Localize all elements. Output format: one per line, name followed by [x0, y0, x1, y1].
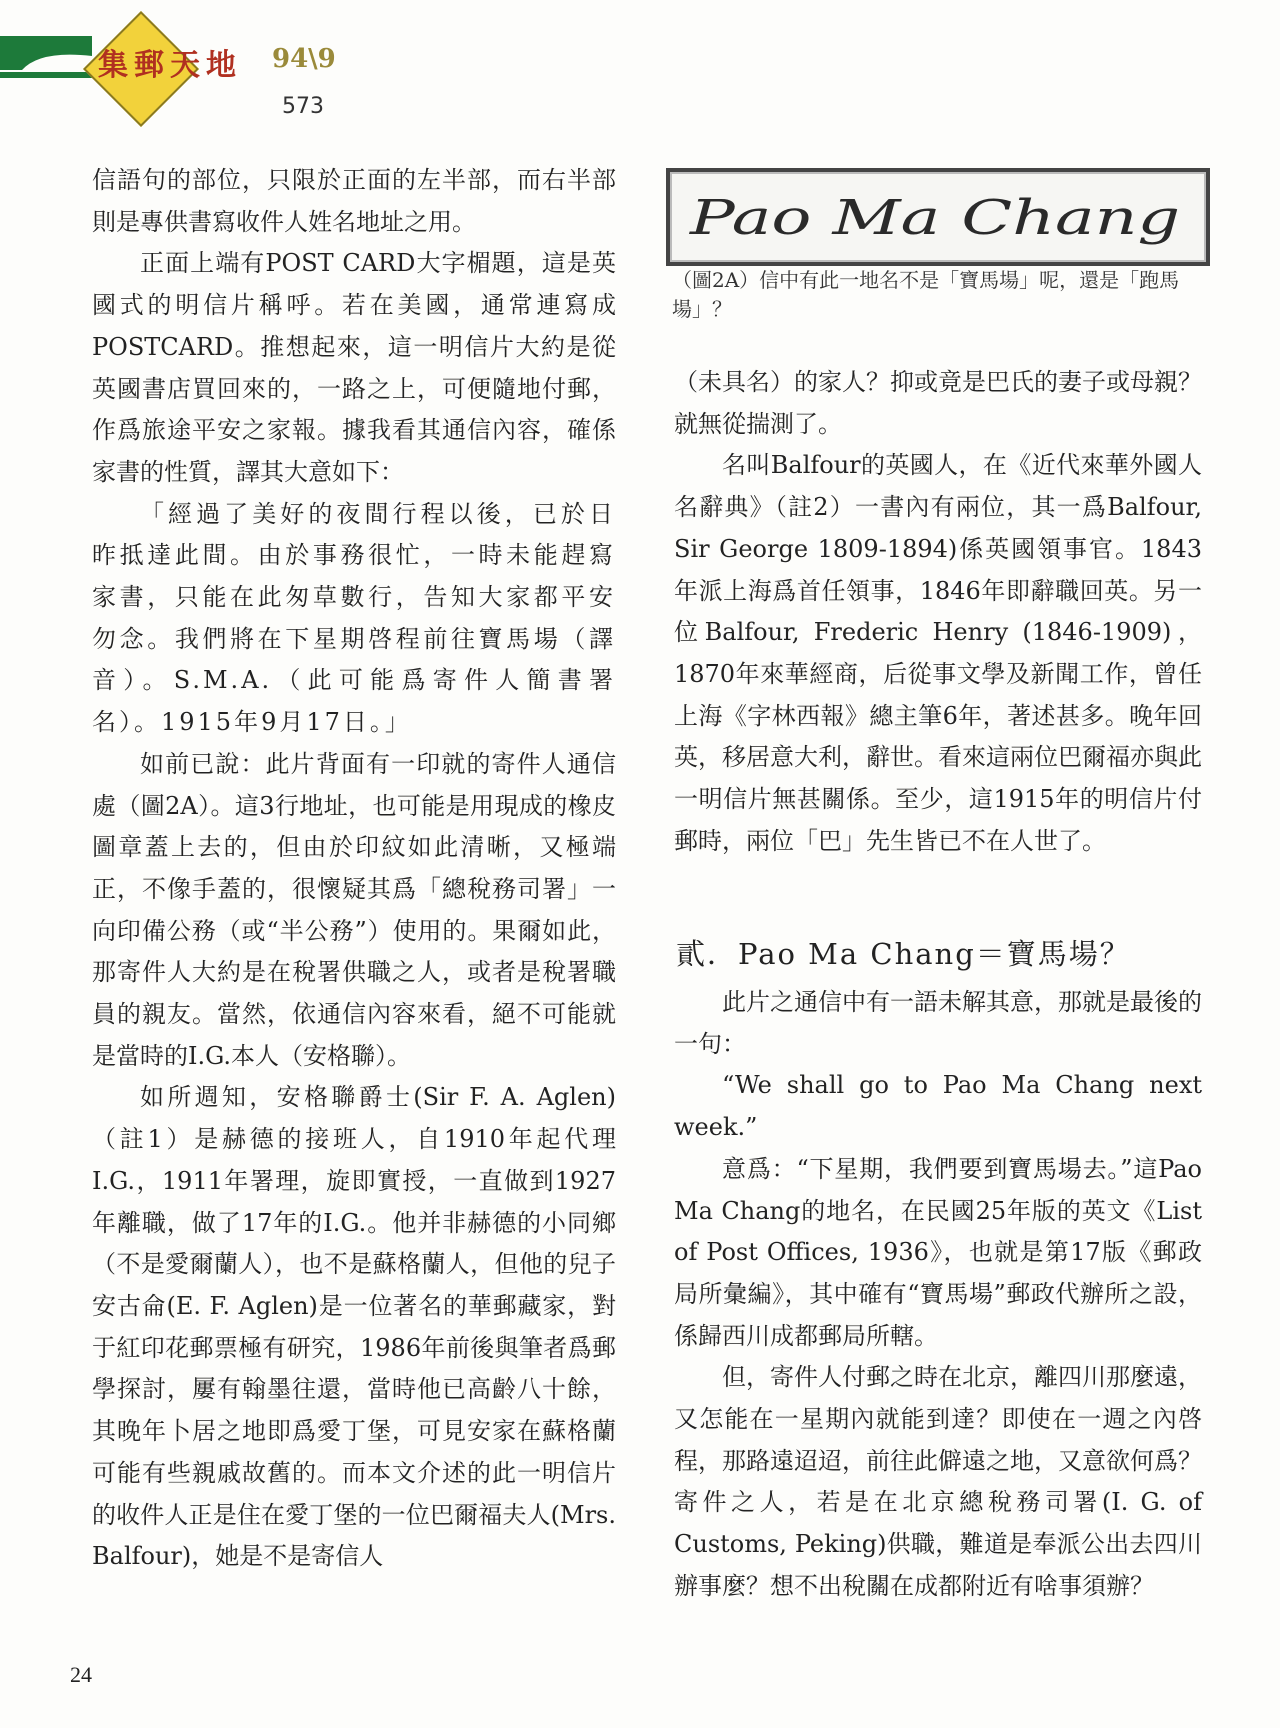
section-heading: 貳．Pao Ma Chang＝寶馬場？: [676, 937, 1131, 971]
paragraph: 如所週知，安格聯爵士(Sir F. A. Aglen)（註1）是赫德的接班人，自1910年起代理I.G.，1911年署理，旋即實授，一直做到1927年離職，做了17年的I.G.。他并非赫德的小同鄉（不是愛爾蘭人），也不是蘇格蘭人，但他的兒子安古侖(E. F. Aglen)是一位著名的華郵藏家，對于紅印花郵票極有研究，1986年前後與筆者爲郵學探討，屢有翰墨往還，當時他已高齡八十餘，其晚年卜居之地即爲愛丁堡，可見安家在蘇格蘭可能有些親戚故舊的。而本文介述的此一明信片的收件人正是住在愛丁堡的一位巴爾福夫人(Mrs. Balfour)，她是不是寄信人: [92, 1083, 616, 1571]
issue-number: 573: [282, 94, 324, 119]
figure-2a-handwriting: [666, 168, 1210, 266]
figure-caption: （圖2A）信中有此一地名不是「寶馬場」呢，還是「跑馬場」？: [672, 268, 1180, 321]
page-number: 24: [70, 1662, 92, 1687]
section-body: [674, 982, 1202, 1608]
left-column: [92, 160, 616, 1578]
paragraph: （未具名）的家人？抑或竟是巴氏的妻子或母親？就無從揣測了。: [674, 368, 1202, 438]
english-quote: “We shall go to Pao Ma Chang next week.”: [674, 1071, 1202, 1142]
paragraph: 正面上端有POST CARD大字楣題，這是英國式的明信片稱呼。若在美國，通常連寫成POSTCARD。推想起來，這一明信片大約是從英國書店買回來的，一路之上，可便隨地付郵，作爲旅途平安之家報。據我看其通信內容，確係家書的性質，譯其大意如下：: [92, 249, 616, 486]
paragraph: 但，寄件人付郵之時在北京，離四川那麼遠，又怎能在一星期內就能到達？即使在一週之內啓程，那路遠迢迢，前往此僻遠之地，又意欲何爲？寄件之人，若是在北京總稅務司署(I. G. of Customs, Peking)供職，難道是奉派公出去四川辦事麼？想不出稅關在成都附近有啥事須辦？: [674, 1363, 1202, 1600]
right-column: [674, 362, 1202, 862]
paragraph: 意爲：“下星期，我們要到寶馬場去。”這Pao Ma Chang的地名，在民國25年版的英文《List of Post Offices, 1936》，也就是第17版《郵政局所彙編》，其中確有“寶馬場”郵政代辦所之設，係歸西川成都郵局所轄。: [674, 1154, 1202, 1350]
translated-quote: 「經過了美好的夜間行程以後，已於日昨抵達此間。由於事務很忙，一時未能趕寫家書，只能在此匆草數行，告知大家都平安勿念。我們將在下星期啓程前往寶馬場（譯音）。S.M.A.（此可能爲寄件人簡書署名）。1915年9月17日。」: [92, 499, 616, 737]
paragraph: 信語句的部位，只限於正面的左半部，而右半部則是專供書寫收件人姓名地址之用。: [92, 166, 616, 236]
svg-text:Pao Ma Chang: Pao Ma Chang: [688, 190, 1180, 246]
paragraph: 如前已說：此片背面有一印就的寄件人通信處（圖2A）。這3行地址，也可能是用現成的橡皮圖章蓋上去的，但由於印紋如此清晰，又極端正，不像手蓋的，很懷疑其爲「總稅務司署」一向印備公務（或“半公務”）使用的。果爾如此，那寄件人大約是在稅署供職之人，或者是稅署職員的親友。當然，依通信內容來看，絕不可能就是當時的I.G.本人（安格聯）。: [92, 749, 616, 1070]
paragraph: 名叫Balfour的英國人，在《近代來華外國人名辭典》（註2）一書內有兩位，其一爲Balfour, Sir George 1809-1894)係英國領事官。1843年派上海爲首任領事，1846年即辭職回英。另一位Balfour, Frederic Henry (1846-1909)，1870年來華經商，后從事文學及新聞工作，曾任上海《字林西報》總主筆6年，著述甚多。晚年回英，移居意大利，辭世。看來這兩位巴爾福亦與此一明信片無甚關係。至少，這1915年的明信片付郵時，兩位「巴」先生皆已不在人世了。: [674, 451, 1202, 855]
paragraph: 此片之通信中有一語未解其意，那就是最後的一句：: [674, 988, 1202, 1058]
header-green-arc: [0, 36, 92, 88]
magazine-title: 集郵天地: [98, 48, 242, 83]
handwritten-signature: [670, 172, 1206, 262]
issue-label: 94\9: [272, 44, 336, 74]
